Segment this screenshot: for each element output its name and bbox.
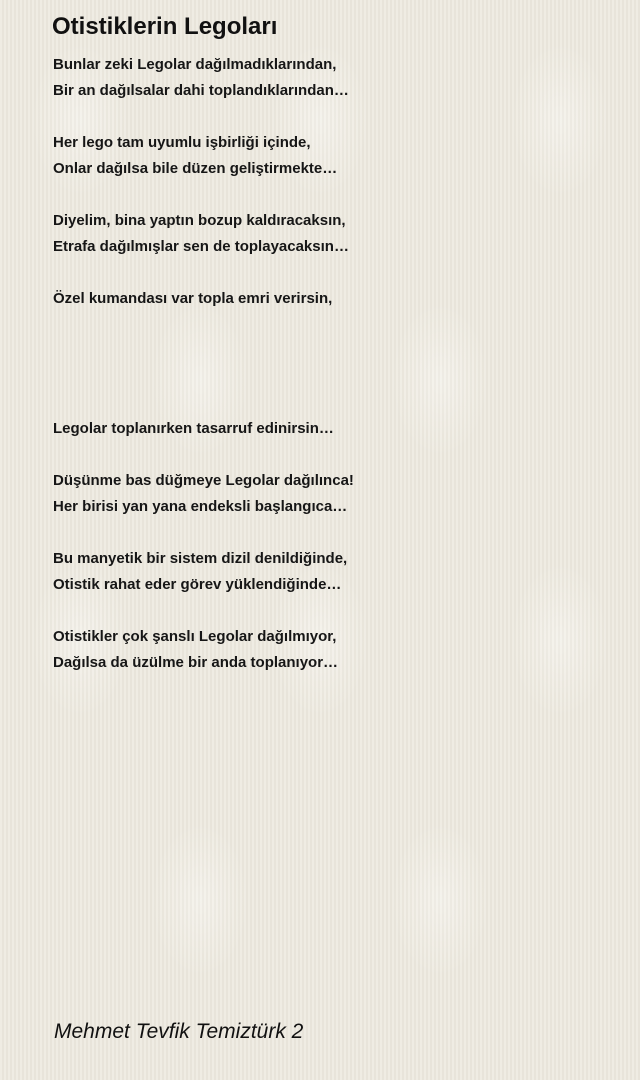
poem-line: Etrafa dağılmışlar sen de toplayacaksın… xyxy=(53,238,349,255)
stanza-6 xyxy=(53,468,613,520)
poem-line: Düşünme bas düğmeye Legolar dağılınca! xyxy=(53,472,354,489)
poem-line: Bunlar zeki Legolar dağılmadıklarından, xyxy=(53,56,337,73)
poem-line: Otistikler çok şanslı Legolar dağılmıyor, xyxy=(53,628,337,645)
poem-line: Dağılsa da üzülme bir anda toplanıyor… xyxy=(53,654,339,671)
poem-line: Otistik rahat eder görev yüklendiğinde… xyxy=(53,576,342,593)
poem-author: Mehmet Tevfik Temiztürk 2 xyxy=(54,1020,304,1043)
poem-line: Legolar toplanırken tasarruf edinirsin… xyxy=(53,420,334,437)
poem-body xyxy=(53,52,613,702)
stanza-2 xyxy=(53,130,613,182)
poem-line: Diyelim, bina yaptın bozup kaldıracaksın, xyxy=(53,212,346,229)
poem-line: Özel kumandası var topla emri verirsin, xyxy=(53,290,333,307)
stanza-5 xyxy=(53,416,613,442)
poem-line: Her birisi yan yana endeksli başlangıca… xyxy=(53,498,348,515)
stanza-3 xyxy=(53,208,613,260)
stanza-7 xyxy=(53,546,613,598)
poem-line: Bu manyetik bir sistem dizil denildiğinde, xyxy=(53,550,348,567)
stanza-1 xyxy=(53,52,613,104)
poem-line: Onlar dağılsa bile düzen geliştirmekte… xyxy=(53,160,338,177)
poem-title: Otistiklerin Legoları xyxy=(52,13,278,40)
stanza-4 xyxy=(53,286,613,312)
stanza-8 xyxy=(53,624,613,676)
poem-line: Her lego tam uyumlu işbirliği içinde, xyxy=(53,134,311,151)
poem-line: Bir an dağılsalar dahi toplandıklarından… xyxy=(53,82,349,99)
